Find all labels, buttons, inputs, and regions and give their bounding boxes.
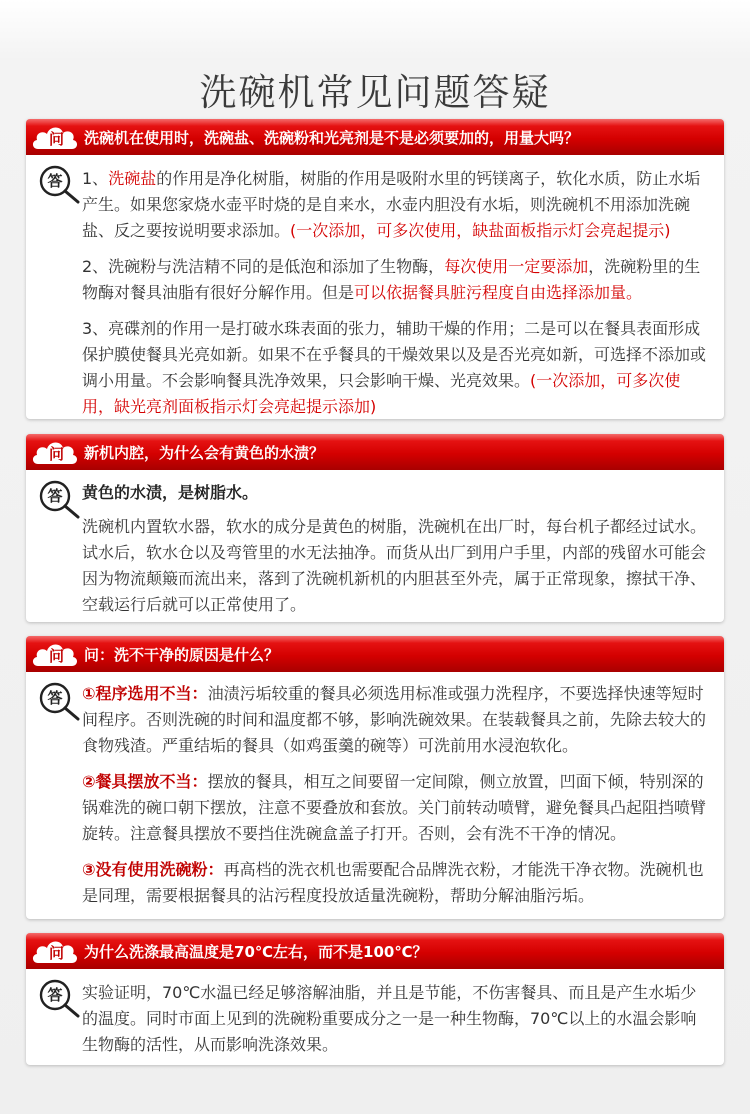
answer-body <box>26 672 724 909</box>
answer-badge <box>34 682 86 722</box>
question-badge <box>30 639 80 669</box>
page-title: 洗碗机常见问题答疑 <box>199 71 551 114</box>
reason-item-2 <box>82 769 712 847</box>
reason-text: 油渍污垢较重的餐具必须选用标准或强力洗程序，不要选择快速等短时间程序。否则洗碗的时间和温度都不够，影响洗碗效果。在装载餐具之前，先除去较大的食物残渣。严重结垢的餐具（如鸡蛋羹的碗等）可洗前用水浸泡软化。 <box>82 684 707 755</box>
answer-body <box>26 470 724 506</box>
reason-item-1 <box>82 681 712 759</box>
question-bar <box>26 434 724 470</box>
faq-card-2 <box>26 434 724 622</box>
paragraph-text: ，洗碗粉里的生物酶对餐具油脂有很好分解作用。但是 <box>82 257 701 302</box>
question-bar <box>26 119 724 155</box>
question-bar <box>26 636 724 672</box>
answer-paragraph-3 <box>82 316 710 419</box>
question-badge-label: 问 <box>48 944 64 962</box>
answer-text: 实验证明，70℃水温已经足够溶解油脂，并且是节能，不伤害餐具、而且是产生水垢少的温度。同时市面上见到的洗碗粉重要成分之一是一种生物酶，70℃以上的水温会影响生物酶的活性，从而影响洗涤效果。 <box>82 983 697 1054</box>
answer-body <box>26 155 724 419</box>
answer-badge <box>34 480 86 520</box>
answer-body <box>26 969 724 1058</box>
answer-paragraph-2 <box>82 254 710 306</box>
answer-text: 洗碗机内置软水器，软水的成分是黄色的树脂，洗碗机在出厂时，每台机子都经过试水。试水后，软水仓以及弯管里的水无法抽净。而货从出厂到用户手里，内部的残留水可能会因为物流颠簸而流出来，落到了洗碗机新机的内胆甚至外壳，属于正常现象，擦拭干净、空载运行后就可以正常使用了。 <box>82 517 707 614</box>
reason-label: ②餐具摆放不当： <box>82 772 208 791</box>
answer-badge <box>34 979 86 1019</box>
question-badge-label: 问 <box>48 647 64 665</box>
question-badge-label: 问 <box>48 445 64 463</box>
highlight-dosage: 可以依据餐具脏污程度自由选择添加量。 <box>354 283 643 302</box>
question-text: 洗碗机在使用时，洗碗盐、洗碗粉和光亮剂是不是必须要加的，用量大吗？ <box>84 128 580 147</box>
paragraph-prefix: 1、 <box>82 169 109 188</box>
question-badge <box>30 122 80 152</box>
answer-lead: 黄色的水渍，是树脂水。 <box>82 483 259 502</box>
paragraph-note: (一次添加，可多次使用，缺光亮剂面板指示灯会亮起提示添加) <box>82 371 681 416</box>
answer-badge-label: 答 <box>47 487 63 505</box>
answer-badge-label: 答 <box>47 689 63 707</box>
paragraph-note: (一次添加，可多次使用，缺盐面板指示灯会亮起提示) <box>290 221 671 240</box>
paragraph-text: 3、亮碟剂的作用一是打破水珠表面的张力，辅助干燥的作用；二是可以在餐具表面形成保护膜使餐具光亮如新。如果不在乎餐具的干燥效果以及是否光亮如新，可选择不添加或调小用量。不会影响餐具洗净效果，只会影响干燥、光亮效果。 <box>82 319 707 390</box>
faq-card-1 <box>26 119 724 419</box>
reason-label: ①程序选用不当： <box>82 684 208 703</box>
paragraph-text: 2、洗碗粉与洗洁精不同的是低泡和添加了生物酶， <box>82 257 445 276</box>
faq-card-4 <box>26 933 724 1065</box>
reason-text: 再高档的洗衣机也需要配合品牌洗衣粉，才能洗干净衣物。洗碗机也是同理，需要根据餐具的沾污程度投放适量洗碗粉，帮助分解油脂污垢。 <box>82 860 704 905</box>
reason-text: 摆放的餐具，相互之间要留一定间隙，侧立放置，凹面下倾，特别深的锅难洗的碗口朝下摆放，注意不要叠放和套放。关门前转动喷臂，避免餐具凸起阻挡喷臂旋转。注意餐具摆放不要挡住洗碗盒盖子打开。否则，会有洗不干净的情况。 <box>82 772 707 843</box>
question-bar <box>26 933 724 969</box>
question-badge <box>30 936 80 966</box>
question-text: 问：洗不干净的原因是什么？ <box>84 645 280 664</box>
highlight-must-add: 每次使用一定要添加 <box>444 257 589 276</box>
reason-label: ③没有使用洗碗粉： <box>82 860 224 879</box>
question-text: 新机内腔，为什么会有黄色的水渍？ <box>84 443 325 462</box>
reason-item-3 <box>82 857 712 909</box>
paragraph-text: 的作用是净化树脂，树脂的作用是吸附水里的钙镁离子，软化水质，防止水垢产生。如果您家烧水壶平时烧的是自来水，水壶内胆没有水垢，则洗碗机不用添加洗碗盐、反之要按说明要求添加。 <box>82 169 701 240</box>
faq-card-3 <box>26 636 724 919</box>
answer-badge-label: 答 <box>47 986 63 1004</box>
answer-badge-label: 答 <box>47 172 63 190</box>
question-text: 为什么洗涤最高温度是70℃左右，而不是100℃？ <box>84 942 428 961</box>
question-badge <box>30 437 80 467</box>
answer-paragraph-1 <box>82 166 710 244</box>
answer-badge <box>34 165 86 205</box>
highlight-salt: 洗碗盐 <box>108 169 157 188</box>
question-badge-label: 问 <box>48 130 64 148</box>
